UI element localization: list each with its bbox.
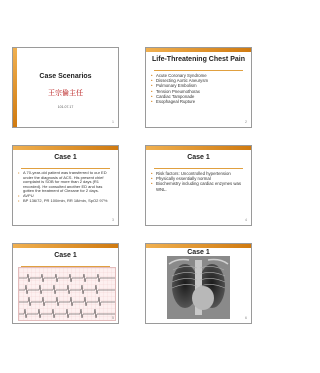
slide-accent-bar xyxy=(13,146,118,150)
slide-number: 2 xyxy=(245,120,247,124)
bullet-list xyxy=(150,73,247,104)
slide-1 xyxy=(12,47,119,128)
bullet-item: • Risk factors: Uncontrolled hypertension xyxy=(150,171,247,176)
bullet-item: • Pulmonary Embolism xyxy=(150,83,247,88)
slide-3 xyxy=(12,145,119,226)
slide-number: 5 xyxy=(112,316,114,320)
slide-accent-bar xyxy=(13,244,118,248)
slide-title: Case 1 xyxy=(187,154,210,161)
slide-number: 1 xyxy=(112,120,114,124)
bullet-item: • A 70-year-old patient was transferred to our ED under the diagnosis of ACS. His present chief complaint is SOB for more than 2 days (R1 recorded). He consulted another ED and has gotten the treatment of Clexane for 2 days. xyxy=(17,171,114,194)
bullet-item: • Biochemistry including cardiac enzymes was WNL. xyxy=(150,181,247,191)
title-divider xyxy=(21,168,110,169)
slide-number: 4 xyxy=(245,218,247,222)
ecg-tracing-image xyxy=(18,267,116,321)
slide-accent-bar xyxy=(146,48,251,52)
chest-xray-image xyxy=(167,256,230,319)
bullet-list xyxy=(17,171,114,203)
slide-6 xyxy=(145,243,252,324)
title-divider xyxy=(154,70,243,71)
slide-title: Case Scenarios xyxy=(39,73,92,80)
title-divider xyxy=(154,168,243,169)
slide-subtitle: 王宗倫主任 xyxy=(48,90,83,97)
slide-number: 6 xyxy=(245,316,247,320)
slide-title: Case 1 xyxy=(54,154,77,161)
bullet-item: • Physically essentially normal xyxy=(150,176,247,181)
bullet-item: • Acute Coronary Syndrome xyxy=(150,73,247,78)
slide-5 xyxy=(12,243,119,324)
bullet-item: • Cardiac Tamponade xyxy=(150,94,247,99)
bullet-item: • Tension Pneumothorax xyxy=(150,89,247,94)
slide-accent-bar xyxy=(146,146,251,150)
slide-4 xyxy=(145,145,252,226)
bullet-item: • AVPU xyxy=(17,194,114,199)
slide-title: Case 1 xyxy=(187,249,210,256)
slide-number: 3 xyxy=(112,218,114,222)
bullet-item: • Esophageal Rupture xyxy=(150,99,247,104)
slide-accent-bar xyxy=(146,244,251,248)
bullet-item: • Dissecting Aortic Aneurysm xyxy=(150,78,247,83)
slide-title: Life-Threatening Chest Pain xyxy=(152,56,245,63)
slide-title: Case 1 xyxy=(54,252,77,259)
bullet-list xyxy=(150,171,247,192)
slide-date: 101.07.17 xyxy=(57,105,74,109)
slide-2 xyxy=(145,47,252,128)
bullet-item: • BP 136/72, PR 100/min, RR 18/min, SpO2 97% xyxy=(17,199,114,204)
